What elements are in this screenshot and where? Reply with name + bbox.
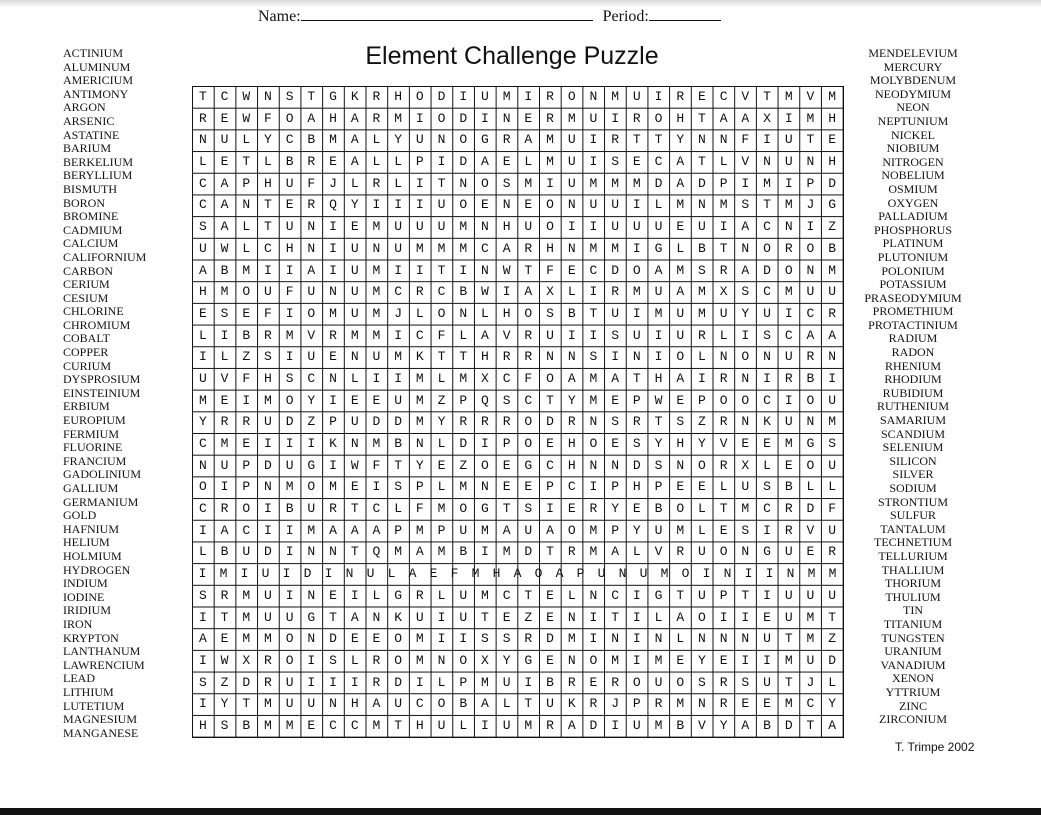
word-list-item: CALCIUM	[63, 236, 119, 251]
grid-row: CROIBURTCLFMOGTSIERYEBOLTMCRDF	[198, 501, 850, 517]
name-label: Name:	[258, 8, 301, 25]
word-list-item: TITANIUM	[883, 616, 943, 631]
grid-row: ILZSIUENUMKTTHRRNNSINIOLNONURN	[198, 349, 850, 365]
word-list-item: ANTIMONY	[63, 86, 129, 101]
word-list-item: TELLURIUM	[878, 548, 948, 563]
word-list-item: SAMARIUM	[879, 413, 946, 428]
word-list-item: KRYPTON	[63, 630, 119, 645]
word-list-item: ZINC	[899, 698, 927, 713]
word-list-item: MANGANESE	[63, 725, 139, 740]
word-list-item: LUTETIUM	[63, 698, 125, 713]
word-list-item: CERIUM	[63, 277, 110, 292]
word-list-item: TANTALUM	[880, 521, 946, 536]
word-list-item: FERMIUM	[63, 426, 120, 441]
grid-row: MEIMOYIEEUMZPQSCTYMEPWEPOOCIOU	[198, 392, 850, 408]
word-list-item: SODIUM	[889, 481, 937, 495]
word-list-item: NICKEL	[891, 127, 935, 142]
grid-row: IYTMUUNHAUCOBALTUKRJPRMNREEMCY	[198, 696, 850, 712]
grid-row: IWXROISLROMNOXYGENOMIMEYEIIMUD	[198, 652, 850, 668]
name-blank	[301, 5, 593, 21]
word-list-item: LANTHANUM	[63, 644, 141, 659]
word-list-item: COBALT	[63, 331, 110, 346]
credit: T. Trimpe 2002	[895, 740, 975, 754]
word-list-item: RHENIUM	[885, 358, 941, 373]
word-list-item: AMERICIUM	[63, 73, 134, 88]
grid-row: IACIIMAAAPMPUMAUAOMPYUMLESIRVU	[198, 522, 850, 538]
word-list-item: CHROMIUM	[63, 317, 131, 332]
word-list-item: CURIUM	[63, 358, 112, 373]
grid-row: ESEFIOMUMJLONLHOSBTUIMUMUYUICR	[198, 305, 850, 321]
word-list-item: EINSTEINIUM	[63, 385, 141, 400]
grid-row: NULYCBMALYUNOGRAMUIRTTYNNFIUTE	[198, 132, 850, 148]
word-list-item: POTASSIUM	[879, 277, 947, 292]
word-list-item: PLUTONIUM	[877, 249, 949, 264]
word-list-item: MOLYBDENUM	[869, 73, 957, 88]
word-list-item: NIOBIUM	[886, 141, 940, 156]
word-list-item: BISMUTH	[63, 181, 118, 196]
period-label: Period:	[602, 8, 649, 25]
word-list-item: ARSENIC	[63, 113, 115, 128]
word-list-item: LEAD	[63, 671, 95, 686]
grid-row: ABMIIAIUMIITINWTFECDOAMSRADONM	[198, 262, 850, 278]
grid-row: LETLBREALLPIDAELMUISECATLVNUNH	[198, 154, 850, 170]
grid-row: UWLCHNIUNUMMMCARHNMMIGLBTNOROB	[198, 240, 850, 256]
word-list-item: NOBELIUM	[881, 168, 945, 183]
word-list-item: XENON	[892, 671, 934, 686]
word-list-item: IRIDIUM	[63, 603, 111, 618]
word-list-item: TECHNETIUM	[874, 535, 952, 550]
word-list-item: DYSPROSIUM	[63, 372, 141, 387]
word-list-item: ERBIUM	[63, 399, 110, 414]
word-list-item: INDIUM	[63, 576, 108, 591]
grid-row: OIPNMOMEISPLMNEEPCIPHPEELUSBLL	[198, 479, 850, 495]
page-title: Element Challenge Puzzle	[365, 42, 659, 70]
word-list-item: IRON	[63, 616, 93, 631]
grid-row: UVFHSCNLIIMLMXCFOAMATHAIRNIRBI	[198, 370, 850, 386]
word-list-item: CHLORINE	[63, 304, 124, 319]
word-list-item: CARBON	[63, 263, 114, 278]
word-list-item: OXYGEN	[887, 195, 939, 210]
word-list-item: EUROPIUM	[63, 413, 126, 428]
grid-row: ITMUUGTANKUIUTEZENITILAOIIEUMT	[198, 609, 850, 625]
word-list-left	[63, 47, 146, 740]
word-list-item: OSMIUM	[888, 181, 938, 196]
word-list-item: THULIUM	[885, 589, 941, 604]
grid-row: AEMMONDEEOMIISSRDMININLNNNUTMZ	[198, 631, 850, 647]
grid-row: YRRUDZPUDDMYRRRODRNSRTSZRNKUNM	[198, 414, 850, 430]
word-list-item: CESIUM	[63, 290, 109, 305]
word-list-item: HAFNIUM	[63, 521, 120, 536]
word-list-item: COPPER	[63, 345, 109, 360]
word-list-item: SILVER	[892, 467, 934, 482]
word-list-right	[853, 47, 973, 727]
grid-row: REWFOAHARMIODINERMUIROHTAAXIMH	[198, 110, 850, 126]
word-list-item: HYDROGEN	[63, 562, 131, 577]
word-list-item: ALUMINUM	[63, 59, 131, 74]
word-list-item: LAWRENCIUM	[63, 657, 145, 672]
grid-row: CMEIIIKNMBNLDIPOEHOESYHYVEEMGS	[198, 436, 850, 451]
word-list-item: NEPTUNIUM	[877, 113, 949, 128]
word-list-item: MAGNESIUM	[63, 712, 138, 727]
word-list-item: YTTRIUM	[885, 684, 941, 699]
grid-row: NUPDUGIWFTYEZOEGCHNNDSNORXLEOU	[198, 457, 850, 473]
word-list-item: ZIRCONIUM	[879, 712, 947, 727]
grid-row: HSBMMECCMTHULIUMRADIUMBVYABDTA	[198, 717, 850, 733]
word-list-item: HOLMIUM	[63, 548, 122, 563]
word-list-item: ASTATINE	[63, 127, 120, 142]
word-list-item: URANIUM	[884, 644, 942, 659]
grid-row: CAPHUFJLRLITNOSMIUMMMDADPIMIPD	[198, 175, 850, 191]
word-list-item: SILICON	[889, 453, 937, 468]
word-list-item: GALLIUM	[63, 481, 119, 495]
word-list-item: GOLD	[63, 508, 97, 523]
word-list-item: BORON	[63, 195, 106, 210]
word-list-item: BROMINE	[63, 209, 119, 224]
word-list-item: THALLIUM	[881, 562, 945, 577]
word-list-item: PROTACTINIUM	[868, 317, 958, 332]
word-list-item: BARIUM	[63, 141, 112, 156]
grid-row: LBUDINNTQMAMBIMDTRMALVRUONGUER	[198, 544, 850, 560]
word-list-item: RUTHENIUM	[877, 399, 949, 414]
word-list-item: STRONTIUM	[877, 494, 948, 509]
word-list-item: PRASEODYMIUM	[864, 290, 962, 305]
period-blank	[649, 5, 721, 21]
word-list-item: FRANCIUM	[63, 453, 127, 468]
word-list-item: BERKELIUM	[63, 154, 133, 169]
word-list-item: PLATINUM	[882, 236, 944, 251]
bottom-bar	[0, 808, 1041, 815]
word-list-item: PALLADIUM	[878, 209, 948, 224]
grid-row: CANTERQYIIIUOENEONUUILMNMSTMJG	[198, 197, 850, 213]
word-list-item: GERMANIUM	[63, 494, 139, 509]
word-list-item: GADOLINIUM	[63, 467, 141, 482]
grid-row: SALTUNIEMUUUMNHUOIIUUUEUIACNIZ	[198, 219, 850, 235]
word-list-item: HELIUM	[63, 535, 110, 550]
word-search-grid	[192, 86, 850, 738]
word-list-item: RUBIDIUM	[882, 385, 944, 400]
student-info-header	[258, 5, 721, 26]
word-list-item: CADMIUM	[63, 222, 123, 237]
word-list-item: RADON	[891, 345, 935, 360]
grid-row: LIBRMVRMMICFLAVRUIISUIURLISCAA	[198, 327, 850, 343]
word-list-item: SCANDIUM	[880, 426, 945, 441]
word-list-item: RHODIUM	[884, 372, 942, 387]
word-list-item: SULFUR	[889, 508, 936, 523]
grid-row: TCWNSTGKRHODIUMIRONMUIRECVTMVM	[198, 89, 850, 104]
word-list-item: LITHIUM	[63, 684, 114, 699]
word-list-item: TUNGSTEN	[881, 630, 945, 645]
word-list-item: TIN	[903, 603, 923, 618]
grid-row: IMIUIDINULAEFMHAOAPUNUMOINIINMM	[198, 566, 850, 582]
word-list-item: POLONIUM	[881, 263, 945, 278]
word-list-item: NEON	[896, 100, 930, 115]
word-list-item: VANADIUM	[880, 657, 946, 672]
word-list-item: NEODYMIUM	[875, 86, 951, 101]
word-list-item: NITROGEN	[882, 154, 944, 169]
word-list-item: PROMETHIUM	[872, 304, 954, 319]
grid-row: SZDRUIIIRDILPMUIBREROUOSRSUTJL	[198, 674, 850, 690]
word-list-item: MENDELEVIUM	[868, 46, 958, 60]
word-list-item: ACTINIUM	[63, 46, 123, 60]
grid-row: SRMUINEILGRLUMCTELNCIGTUPTIUUU	[198, 587, 850, 603]
word-list-item: SELENIUM	[882, 440, 944, 455]
word-list-item: MERCURY	[883, 59, 943, 74]
word-list-item: THORIUM	[885, 576, 941, 591]
word-list-item: ARGON	[63, 100, 106, 115]
word-list-item: FLUORINE	[63, 440, 123, 455]
word-list-item: CALIFORNIUM	[63, 249, 147, 264]
word-list-item: BERYLLIUM	[63, 168, 133, 183]
word-list-item: RADIUM	[888, 331, 938, 346]
word-list-item: PHOSPHORUS	[873, 222, 953, 237]
word-list-item: IODINE	[63, 589, 105, 604]
grid-row: HMOUFUNUMCRCBWIAXLIRMUAMXSCMUU	[198, 284, 850, 300]
